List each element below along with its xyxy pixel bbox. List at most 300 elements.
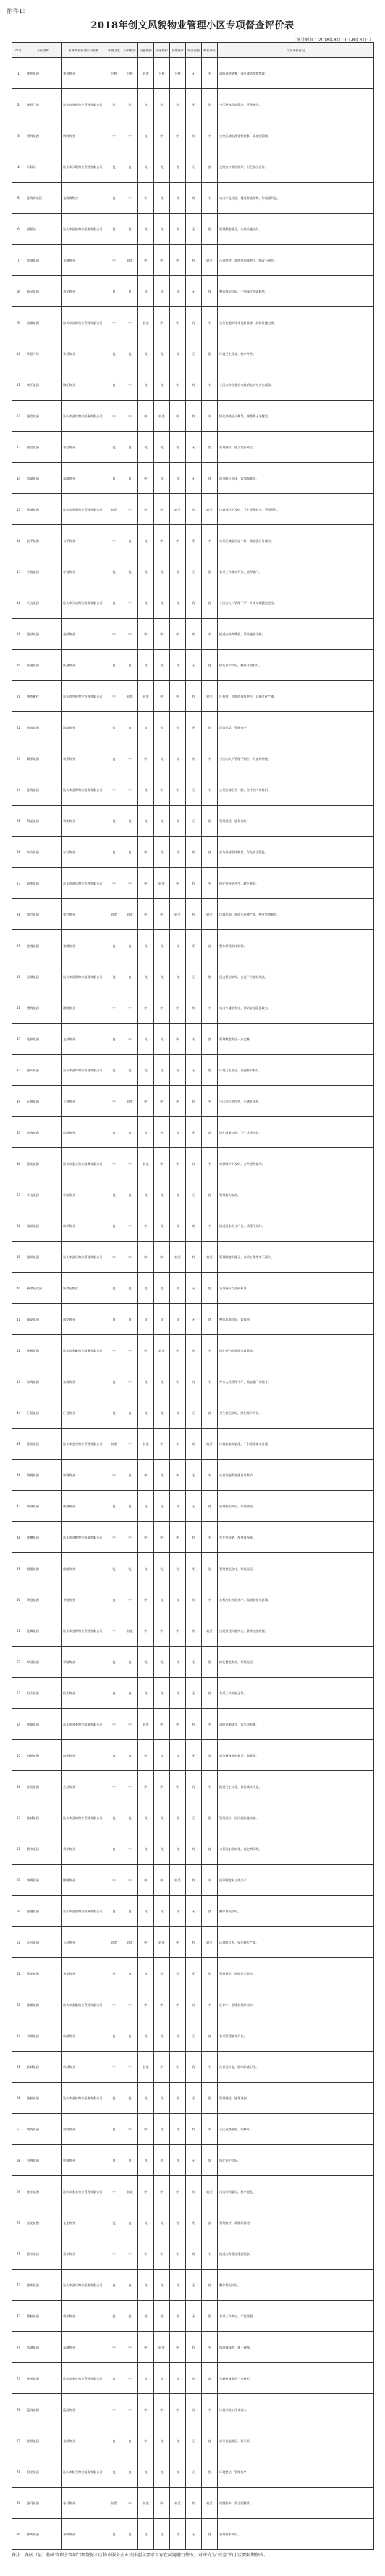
- cell-name: 瑞祥花园: [25, 1210, 62, 1242]
- cell-company: 海韵物业: [62, 2114, 106, 2145]
- cell-no: 36: [12, 1148, 25, 1179]
- cell-company: 汕头市丽景物业服务有限公司: [62, 214, 106, 245]
- cell-env: 中: [106, 619, 122, 650]
- cell-order: 良: [122, 2270, 138, 2301]
- cell-green: 良: [154, 2519, 170, 2550]
- cell-no: 49: [12, 1553, 25, 1584]
- cell-no: 1: [12, 58, 25, 89]
- cell-issue: 无: [186, 1460, 202, 1491]
- table-row: [12, 1491, 374, 1522]
- cell-comment: 车辆停放需进一步规范。: [218, 2363, 374, 2394]
- cell-no: 53: [12, 1678, 25, 1709]
- cell-env: 优: [106, 712, 122, 743]
- cell-order: 中: [122, 2394, 138, 2425]
- cell-eval: 良: [202, 2020, 218, 2052]
- cell-env: 良: [106, 1117, 122, 1148]
- cell-env: 良: [106, 2114, 122, 2145]
- cell-rule: 良: [170, 2270, 186, 2301]
- cell-eval: 中: [202, 525, 218, 556]
- cell-name: 东方花园: [25, 837, 62, 868]
- cell-env: 优: [106, 151, 122, 183]
- cell-name: 金砂花园: [25, 619, 62, 650]
- cell-issue: 无: [186, 1647, 202, 1678]
- cell-green: 中: [154, 619, 170, 650]
- cell-issue: 无: [186, 2020, 202, 2052]
- cell-green: 优: [154, 1273, 170, 1304]
- cell-name: 金源花园: [25, 2425, 62, 2456]
- cell-comment: 非机动车停放无序，需规划停车区域。: [218, 1584, 374, 1615]
- cell-eval: 中: [202, 1584, 218, 1615]
- table-row: [12, 2394, 374, 2425]
- cell-comment: 管理规范有序，环境优美。: [218, 1553, 374, 1584]
- cell-env: 中: [106, 1460, 122, 1491]
- cell-issue: 无: [186, 712, 202, 743]
- cell-green: 中: [154, 307, 170, 338]
- cell-issue: 有: [186, 2176, 202, 2207]
- cell-green: 良: [154, 1802, 170, 1833]
- cell-company: 中海物业: [62, 2145, 106, 2176]
- cell-no: 38: [12, 1210, 25, 1242]
- cell-facility: 中: [138, 401, 154, 432]
- cell-comment: 公共区域有乱张贴现象，需加强清理。: [218, 120, 374, 151]
- col-header-rule: 管理规章: [170, 43, 186, 58]
- table-row: [12, 1896, 374, 1927]
- cell-name: 金信花园: [25, 401, 62, 432]
- cell-issue: 无: [186, 2456, 202, 2488]
- cell-eval: 良: [202, 1397, 218, 1429]
- cell-facility: 中: [138, 2114, 154, 2145]
- evaluation-table-wrap: [12, 42, 373, 2550]
- cell-green: 良: [154, 1584, 170, 1615]
- cell-env: 中: [106, 120, 122, 151]
- cell-name: 碧水花园: [25, 1833, 62, 1865]
- col-header-order: 公共秩序: [122, 43, 138, 58]
- cell-no: 51: [12, 1615, 25, 1647]
- cell-issue: 有: [186, 183, 202, 214]
- cell-name: 金帆花园: [25, 1335, 62, 1366]
- cell-order: 良: [122, 930, 138, 961]
- cell-name: 南湖花园: [25, 1491, 62, 1522]
- cell-no: 18: [12, 587, 25, 619]
- cell-env: 较差: [106, 1927, 122, 1958]
- cell-name: 天河花园: [25, 1927, 62, 1958]
- cell-comment: 各项工作落实到位，值得推广。: [218, 556, 374, 587]
- cell-facility: 中: [138, 2394, 154, 2425]
- cell-env: 中: [106, 681, 122, 712]
- cell-no: 67: [12, 2114, 25, 2145]
- cell-order: 较差: [122, 1615, 138, 1647]
- cell-issue: 有: [186, 1366, 202, 1397]
- cell-facility: 中: [138, 1927, 154, 1958]
- cell-env: 优: [106, 1553, 122, 1584]
- cell-rule: 中: [170, 681, 186, 712]
- evaluation-table: [12, 42, 374, 2550]
- cell-rule: 中: [170, 2052, 186, 2083]
- cell-order: 中: [122, 2488, 138, 2519]
- cell-name: 锦绣花园: [25, 1865, 62, 1896]
- cell-company: 东海物业: [62, 1366, 106, 1397]
- cell-green: 中: [154, 681, 170, 712]
- cell-facility: 良: [138, 1678, 154, 1709]
- attachment-label: 附件1：: [7, 8, 29, 14]
- cell-order: 中: [122, 1210, 138, 1242]
- cell-name: 金马花园: [25, 2488, 62, 2519]
- cell-name: 滨海花园: [25, 1117, 62, 1148]
- cell-issue: 无: [186, 806, 202, 837]
- cell-eval: 优: [202, 712, 218, 743]
- cell-order: 良: [122, 1958, 138, 1989]
- cell-issue: 有: [186, 2394, 202, 2425]
- cell-order: 中: [122, 1865, 138, 1896]
- cell-issue: 有: [186, 2363, 202, 2394]
- cell-issue: 有: [186, 1335, 202, 1366]
- cell-green: 良: [154, 806, 170, 837]
- cell-order: 良: [122, 961, 138, 992]
- cell-facility: 良: [138, 2020, 154, 2052]
- cell-green: 优: [154, 2145, 170, 2176]
- cell-comment: 占道经营、乱搭建问题突出，整改不到位。: [218, 245, 374, 276]
- cell-env: 良: [106, 2519, 122, 2550]
- cell-eval: 优: [202, 432, 218, 463]
- cell-name: 凤凰花园: [25, 2020, 62, 2052]
- cell-name: 金园花园: [25, 930, 62, 961]
- cell-name: 阳光花园: [25, 2456, 62, 2488]
- cell-comment: 楼道内杂物堆放，消防通道不畅。: [218, 619, 374, 650]
- cell-rule: 良: [170, 587, 186, 619]
- cell-issue: 有: [186, 1865, 202, 1896]
- cell-name: 金湖花园: [25, 494, 62, 525]
- cell-comment: 管理规范，服务到位。: [218, 806, 374, 837]
- cell-no: 23: [12, 743, 25, 774]
- cell-facility: 中: [138, 992, 154, 1024]
- col-header-comment: 综合评价意见: [218, 43, 374, 58]
- cell-green: 优: [154, 1958, 170, 1989]
- cell-company: 汕头市金湖物业管理有限公司: [62, 494, 106, 525]
- cell-rule: 中: [170, 868, 186, 899]
- cell-comment: 环境整洁，管理有序。: [218, 2456, 374, 2488]
- cell-name: 嘉华花园: [25, 868, 62, 899]
- cell-rule: 中: [170, 1522, 186, 1553]
- cell-env: 中: [106, 1865, 122, 1896]
- cell-issue: 有: [186, 837, 202, 868]
- cell-env: 良: [106, 1491, 122, 1522]
- cell-green: 中: [154, 2488, 170, 2519]
- cell-no: 65: [12, 2052, 25, 2083]
- cell-comment: 管理制度需进一步完善。: [218, 1024, 374, 1055]
- cell-name: 金城花园: [25, 1802, 62, 1833]
- cell-facility: 中: [138, 183, 154, 214]
- cell-issue: 有: [186, 1086, 202, 1117]
- cell-facility: 良: [138, 338, 154, 369]
- cell-company: 汇景物业: [62, 1397, 106, 1429]
- cell-issue: 无: [186, 1678, 202, 1709]
- cell-comment: 整体情况良好。: [218, 1896, 374, 1927]
- cell-env: 良: [106, 587, 122, 619]
- table-body: [12, 58, 374, 2550]
- cell-issue: 无: [186, 1802, 202, 1833]
- table-row: [12, 1460, 374, 1491]
- cell-company: 汕头市星湖物业服务有限公司: [62, 961, 106, 992]
- cell-comment: 管理规范，服务周到。: [218, 2083, 374, 2114]
- cell-issue: 有: [186, 1429, 202, 1460]
- cell-facility: 良: [138, 2519, 154, 2550]
- cell-no: 35: [12, 1117, 25, 1148]
- cell-green: 中: [154, 2052, 170, 2083]
- cell-env: 中: [106, 245, 122, 276]
- cell-eval: 中: [202, 1335, 218, 1366]
- cell-eval: 中: [202, 743, 218, 774]
- cell-rule: 良: [170, 183, 186, 214]
- cell-facility: 良: [138, 120, 154, 151]
- cell-name: 荣兴花园: [25, 899, 62, 930]
- cell-green: 良: [154, 1055, 170, 1086]
- cell-issue: 有: [186, 1210, 202, 1242]
- cell-env: 良: [106, 2363, 122, 2394]
- cell-env: 良: [106, 1678, 122, 1709]
- cell-company: 汕头市金城物业管理有限公司: [62, 1802, 106, 1833]
- cell-green: 良: [154, 1366, 170, 1397]
- cell-green: 中: [154, 2176, 170, 2207]
- cell-issue: 无: [186, 2083, 202, 2114]
- table-row: [12, 1148, 374, 1179]
- cell-comment: 绿化效果较好，卫生状况良好。: [218, 1117, 374, 1148]
- cell-rule: 优: [170, 2301, 186, 2332]
- cell-issue: 有: [186, 369, 202, 401]
- cell-name: 金叶花园: [25, 1055, 62, 1086]
- cell-issue: 无: [186, 1553, 202, 1584]
- cell-order: 中: [122, 1833, 138, 1865]
- cell-no: 56: [12, 1771, 25, 1802]
- cell-comment: 绿化带杂草丛生，缺乏养护。: [218, 868, 374, 899]
- cell-company: 汕头市金鹏物业管理有限公司: [62, 1989, 106, 2020]
- cell-company: 长平物业: [62, 525, 106, 556]
- cell-no: 37: [12, 1179, 25, 1210]
- cell-order: 中: [122, 1709, 138, 1740]
- cell-no: 43: [12, 1366, 25, 1397]
- cell-name: 华景广场: [25, 338, 62, 369]
- cell-green: 中: [154, 1148, 170, 1179]
- cell-order: 中: [122, 587, 138, 619]
- cell-facility: 中: [138, 1771, 154, 1802]
- cell-order: 中: [122, 1366, 138, 1397]
- cell-issue: 有: [186, 1242, 202, 1273]
- cell-green: 优: [154, 151, 170, 183]
- cell-no: 69: [12, 2176, 25, 2207]
- cell-order: 中: [122, 868, 138, 899]
- cell-facility: 中: [138, 1584, 154, 1615]
- cell-rule: 中: [170, 369, 186, 401]
- cell-company: 汕头市金帆物业服务有限公司: [62, 1335, 106, 1366]
- cell-name: 东海花园: [25, 1366, 62, 1397]
- table-row: [12, 1086, 374, 1117]
- cell-comment: 整体管理情况较好。: [218, 930, 374, 961]
- cell-name: 恒大花园: [25, 1678, 62, 1709]
- cell-order: 良: [122, 2519, 138, 2550]
- cell-name: 金桂花园: [25, 2083, 62, 2114]
- cell-comment: 环境脏乱差，绿化缺失严重。: [218, 1927, 374, 1958]
- cell-order: 中: [122, 1989, 138, 2020]
- cell-name: 金华花园: [25, 2270, 62, 2301]
- table-row: [12, 1958, 374, 1989]
- cell-issue: 有: [186, 245, 202, 276]
- cell-no: 54: [12, 1709, 25, 1740]
- cell-order: 优: [122, 2083, 138, 2114]
- cell-name: 金丰花园: [25, 2176, 62, 2207]
- cell-company: 新世纪物业: [62, 1273, 106, 1304]
- cell-comment: 绿化覆盖率高，环境宜居。: [218, 1647, 374, 1678]
- cell-rule: 中: [170, 2332, 186, 2363]
- cell-issue: 有: [186, 494, 202, 525]
- cell-no: 77: [12, 2425, 25, 2456]
- cell-no: 8: [12, 276, 25, 307]
- cell-no: 17: [12, 556, 25, 587]
- cell-env: 良: [106, 2020, 122, 2052]
- cell-facility: 中: [138, 619, 154, 650]
- table-row: [12, 1865, 374, 1896]
- cell-comment: 环境优美，管理有序。: [218, 712, 374, 743]
- cell-no: 24: [12, 774, 25, 806]
- cell-no: 58: [12, 1833, 25, 1865]
- cell-green: 良: [154, 276, 170, 307]
- cell-rule: 良: [170, 1584, 186, 1615]
- cell-eval: 优: [202, 2301, 218, 2332]
- cell-no: 60: [12, 1896, 25, 1927]
- cell-issue: 无: [186, 2301, 202, 2332]
- cell-env: 合格: [106, 58, 122, 89]
- cell-company: 汕头市天顺物业管理有限公司: [62, 151, 106, 183]
- cell-green: 优: [154, 1117, 170, 1148]
- cell-issue: 有: [186, 681, 202, 712]
- cell-no: 66: [12, 2083, 25, 2114]
- cell-company: 凤凰物业: [62, 2020, 106, 2052]
- cell-green: 较差: [154, 868, 170, 899]
- cell-rule: 优: [170, 1055, 186, 1086]
- cell-no: 47: [12, 1491, 25, 1522]
- cell-company: 华景物业: [62, 338, 106, 369]
- cell-issue: 有: [186, 307, 202, 338]
- cell-comment: 垃圾收集点脏乱，下水道堵塞未处理。: [218, 1429, 374, 1460]
- cell-comment: 整体环境较好，需保持。: [218, 1304, 374, 1335]
- cell-eval: 良: [202, 2363, 218, 2394]
- cell-green: 中: [154, 774, 170, 806]
- cell-name: 丽景园: [25, 214, 62, 245]
- cell-eval: 良: [202, 837, 218, 868]
- cell-no: 78: [12, 2456, 25, 2488]
- cell-env: 良: [106, 2145, 122, 2176]
- cell-facility: 较差: [138, 58, 154, 89]
- cell-no: 64: [12, 2020, 25, 2052]
- cell-eval: 中: [202, 1366, 218, 1397]
- cell-issue: 有: [186, 743, 202, 774]
- cell-env: 优: [106, 1647, 122, 1678]
- cell-name: 嘉信花园: [25, 432, 62, 463]
- cell-env: 优: [106, 214, 122, 245]
- cell-rule: 中: [170, 1927, 186, 1958]
- cell-green: 优: [154, 2301, 170, 2332]
- table-row: [12, 525, 374, 556]
- cell-env: 良: [106, 2425, 122, 2456]
- cell-rule: 良: [170, 930, 186, 961]
- table-row: [12, 1678, 374, 1709]
- cell-green: 中: [154, 245, 170, 276]
- cell-eval: 中: [202, 1865, 218, 1896]
- cell-issue: 无: [186, 1491, 202, 1522]
- cell-rule: 中: [170, 1615, 186, 1647]
- cell-name: 锦江花园: [25, 369, 62, 401]
- cell-eval: 中: [202, 1771, 218, 1802]
- cell-green: 中: [154, 1429, 170, 1460]
- cell-facility: 良: [138, 2145, 154, 2176]
- cell-env: 良: [106, 369, 122, 401]
- col-header-issue: 突出问题: [186, 43, 202, 58]
- cell-eval: 中: [202, 1709, 218, 1740]
- cell-facility: 优: [138, 556, 154, 587]
- cell-eval: 中: [202, 183, 218, 214]
- table-row: [12, 2488, 374, 2519]
- table-row: [12, 1304, 374, 1335]
- cell-issue: 无: [186, 58, 202, 89]
- cell-env: 中: [106, 2332, 122, 2363]
- cell-comment: 小区内占道经营，车辆乱停放。: [218, 1086, 374, 1117]
- cell-facility: 中: [138, 1335, 154, 1366]
- cell-no: 70: [12, 2207, 25, 2238]
- cell-env: 良: [106, 650, 122, 681]
- cell-name: 翠园花园: [25, 1647, 62, 1678]
- cell-company: 荣兴物业: [62, 899, 106, 930]
- cell-name: 龙泉花园: [25, 1024, 62, 1055]
- cell-company: 南湖物业: [62, 1491, 106, 1522]
- cell-eval: 良: [202, 463, 218, 494]
- cell-no: 16: [12, 525, 25, 556]
- table-row: [12, 1709, 374, 1740]
- cell-comment: 各项工作突出，示范性强。: [218, 2301, 374, 2332]
- cell-eval: 优: [202, 1273, 218, 1304]
- cell-company: 汕头市金桂物业服务有限公司: [62, 2083, 106, 2114]
- cell-facility: 良: [138, 774, 154, 806]
- cell-comment: 各项指标均达到标准。: [218, 1273, 374, 1304]
- cell-env: 优: [106, 806, 122, 837]
- cell-eval: 中: [202, 2052, 218, 2083]
- cell-name: 龙湖花园: [25, 245, 62, 276]
- cell-eval: 良: [202, 1678, 218, 1709]
- cell-order: 中: [122, 2363, 138, 2394]
- cell-facility: 中: [138, 2238, 154, 2270]
- cell-issue: 无: [186, 432, 202, 463]
- cell-comment: 垃圾清运不及时，卫生死角较多，管理混乱。: [218, 494, 374, 525]
- cell-company: 汕头市金狮物业管理有限公司: [62, 1615, 106, 1647]
- cell-name: 明辉花园: [25, 120, 62, 151]
- cell-env: 中: [106, 1709, 122, 1740]
- cell-eval: 较差: [202, 1429, 218, 1460]
- cell-order: 较差: [122, 681, 138, 712]
- cell-no: 7: [12, 245, 25, 276]
- cell-env: 优: [106, 432, 122, 463]
- cell-eval: 较差: [202, 245, 218, 276]
- cell-env: 中: [106, 774, 122, 806]
- cell-facility: 中: [138, 2332, 154, 2363]
- cell-green: 良: [154, 1460, 170, 1491]
- cell-company: 龙泉物业: [62, 1024, 106, 1055]
- cell-green: 合格: [154, 58, 170, 89]
- cell-comment: 管理较好，需继续保持。: [218, 2207, 374, 2238]
- cell-green: 中: [154, 494, 170, 525]
- cell-rule: 中: [170, 245, 186, 276]
- cell-no: 79: [12, 2488, 25, 2519]
- cell-name: 华侨新村: [25, 681, 62, 712]
- cell-name: 金碧广场: [25, 89, 62, 120]
- cell-comment: 水景池水质较差，需定期清理。: [218, 1833, 374, 1865]
- cell-eval: 中: [202, 307, 218, 338]
